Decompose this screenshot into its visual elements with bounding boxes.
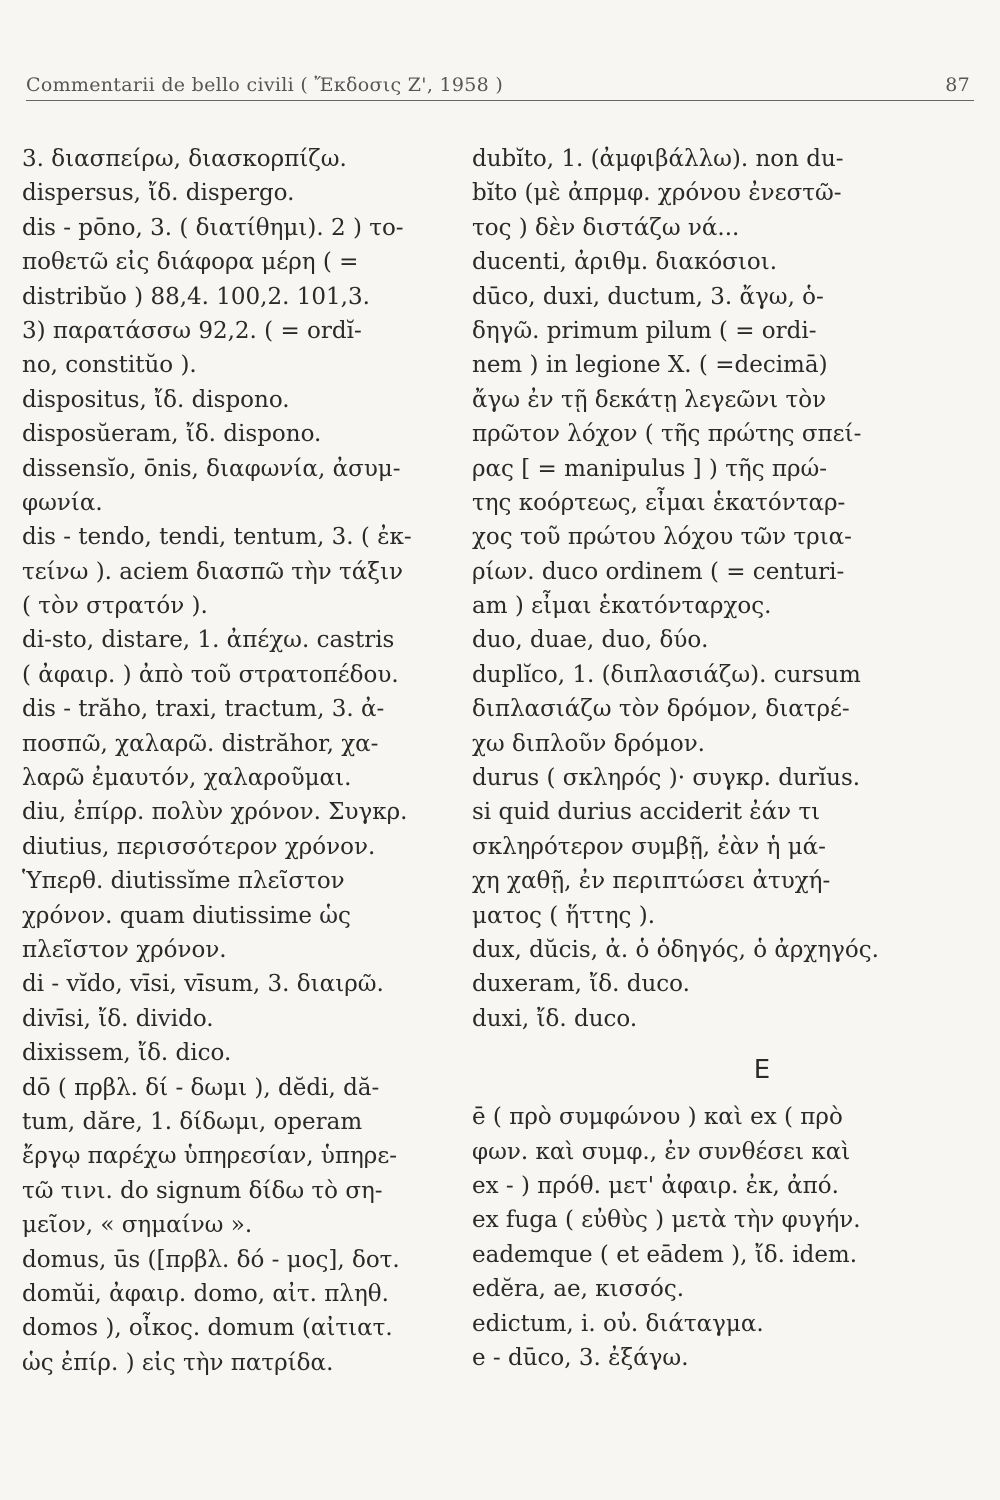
page-number: 87 — [945, 74, 970, 96]
entry-line: 3) παρατάσσω 92,2. ( = ordĭ- — [22, 317, 362, 344]
entry-line: σκληρότερον συμβῇ, ἐὰν ἡ μά- — [472, 833, 826, 860]
entry-line: dixissem, ἴδ. dico. — [22, 1040, 232, 1067]
entry-line: ( ἀφαιρ. ) ἀπὸ τοῦ στρατοπέδου. — [22, 661, 399, 688]
entry-line: distribŭo ) 88,4. 100,2. 101,3. — [22, 283, 370, 310]
entry-line: nem ) in legione X. ( =decimā) — [472, 352, 828, 379]
entry-line: no, constitŭo ). — [22, 352, 197, 379]
entry-line: ρίων. duco ordinem ( = centuri- — [472, 558, 845, 585]
right-column-top — [472, 142, 992, 1036]
entry-line: φων. καὶ συμφ., ἐν συνθέσει καὶ — [472, 1138, 851, 1165]
entry-line: λαρῶ ἐμαυτόν, χαλαροῦμαι. — [22, 765, 352, 792]
running-header — [26, 70, 976, 100]
right-column-bottom — [472, 1100, 992, 1375]
entry-line: δηγῶ. primum pilum ( = ordi- — [472, 317, 817, 344]
entry-line: domos ), οἶκος. domum (αἰτιατ. — [22, 1315, 393, 1342]
entry-line: durus ( σκληρός )· συγκρ. durĭus. — [472, 765, 861, 792]
entry-line: edĕra, ae, κισσός. — [472, 1276, 685, 1303]
entry-line: τείνω ). aciem διασπῶ τὴν τάξιν — [22, 558, 403, 585]
entry-line: duxi, ἴδ. duco. — [472, 1005, 638, 1032]
entry-line: dux, dŭcis, ἀ. ὁ ὁδηγός, ὁ ἀρχηγός. — [472, 936, 879, 963]
entry-line: μεῖον, « σημαίνω ». — [22, 1212, 253, 1239]
entry-line: τος ) δὲν διστάζω νά... — [472, 214, 740, 241]
entry-line: dispersus, ἴδ. dispergo. — [22, 180, 295, 207]
entry-line: ex fuga ( εὐθὺς ) μετὰ τὴν φυγήν. — [472, 1207, 861, 1234]
entry-line: διπλασιάζω τὸν δρόμον, διατρέ- — [472, 696, 850, 723]
entry-line: ὡς ἐπίρ. ) εἰς τὴν πατρίδα. — [22, 1349, 334, 1376]
entry-line: χρόνον. quam diutissime ὡς — [22, 902, 351, 929]
entry-line: diutius, περισσότερον χρόνον. — [22, 833, 376, 860]
entry-line: di - vĭdo, vīsi, vīsum, 3. διαιρῶ. — [22, 971, 384, 998]
entry-line: ducenti, ἀριθμ. διακόσιοι. — [472, 249, 778, 276]
entry-line: ποσπῶ, χαλαρῶ. distrăhor, χα- — [22, 730, 379, 757]
entry-line: ex - ) πρόθ. μετ' ἀφαιρ. ἐκ, ἀπό. — [472, 1172, 839, 1199]
entry-line: si quid durius acciderit ἐάν τι — [472, 799, 821, 826]
entry-line: divīsi, ἴδ. divido. — [22, 1005, 214, 1032]
entry-line: χω διπλοῦν δρόμον. — [472, 730, 705, 757]
entry-line: χη χαθῇ, ἐν περιπτώσει ἀτυχή- — [472, 868, 831, 895]
entry-line: duxeram, ἴδ. duco. — [472, 971, 690, 998]
entry-line: edictum, i. οὐ. διάταγμα. — [472, 1310, 764, 1337]
entry-line: ρας [ = manipulus ] ) τῆς πρώ- — [472, 455, 828, 482]
left-column — [22, 142, 462, 1380]
entry-line: domus, ūs ([πρβλ. δό - μος], δοτ. — [22, 1246, 400, 1273]
entry-line: bĭto (μὲ ἀπρμφ. χρόνου ἐνεστῶ- — [472, 180, 842, 207]
entry-line: ἔργῳ παρέχω ὑπηρεσίαν, ὑπηρε- — [22, 1143, 398, 1170]
entry-line: dis - pōno, 3. ( διατίθημι). 2 ) το- — [22, 214, 404, 241]
entry-line: di-sto, distare, 1. ἀπέχω. castris — [22, 627, 395, 654]
entry-line: e - dūco, 3. ἐξάγω. — [472, 1344, 689, 1371]
entry-line: ποθετῶ εἰς διάφορα μέρη ( = — [22, 249, 359, 276]
entry-line: χος τοῦ πρώτου λόχου τῶν τρια- — [472, 524, 852, 551]
entry-line: dō ( πρβλ. δί - δωμι ), dĕdi, dă- — [22, 1074, 380, 1101]
entry-line: ἄγω ἐν τῇ δεκάτῃ λεγεῶνι τὸν — [472, 386, 827, 413]
section-letter-heading: E — [753, 1055, 771, 1086]
header-title: Commentarii de bello civili ( Ἔκδοσις Ζ', 1958 ) — [26, 74, 504, 96]
entry-line: Ὑπερθ. diutissĭme πλεῖστον — [22, 868, 345, 895]
entry-line: τῶ τινι. do signum δίδω τὸ ση- — [22, 1177, 383, 1204]
entry-line: diu, ἐπίρρ. πολὺν χρόνον. Συγκρ. — [22, 799, 408, 826]
header-rule — [26, 100, 974, 101]
entry-line: am ) εἶμαι ἑκατόνταρχος. — [472, 593, 772, 620]
entry-line: ( τὸν στρατόν ). — [22, 593, 208, 620]
entry-line: dubĭto, 1. (ἀμφιβάλλω). non du- — [472, 146, 844, 172]
entry-line: πρῶτον λόχον ( τῆς πρώτης σπεί- — [472, 421, 862, 448]
entry-line: dissensĭo, ōnis, διαφωνία, ἀσυμ- — [22, 455, 401, 482]
entry-line: 3. διασπείρω, διασκορπίζω. — [22, 146, 347, 172]
entry-line: dispositus, ἴδ. dispono. — [22, 386, 290, 413]
entry-line: ē ( πρὸ συμφώνου ) καὶ ex ( πρὸ — [472, 1104, 843, 1131]
entry-line: eademque ( et eādem ), ἴδ. idem. — [472, 1241, 858, 1268]
entry-line: της κοόρτεως, εἶμαι ἑκατόνταρ- — [472, 489, 846, 516]
entry-line: φωνία. — [22, 489, 103, 516]
entry-line: duo, duae, duo, δύο. — [472, 627, 709, 654]
entry-line: disposŭeram, ἴδ. dispono. — [22, 421, 322, 448]
entry-line: dūco, duxi, ductum, 3. ἄγω, ὁ- — [472, 283, 824, 310]
right-column — [472, 142, 992, 1375]
entry-line: tum, dăre, 1. δίδωμι, operam — [22, 1108, 363, 1135]
entry-line: dis - trăho, traxi, tractum, 3. ἀ- — [22, 696, 385, 723]
entry-line: ματος ( ἥττης ). — [472, 902, 656, 929]
entry-line: duplĭco, 1. (διπλασιάζω). cursum — [472, 661, 861, 688]
entry-line: domŭi, ἀφαιρ. domo, αἰτ. πληθ. — [22, 1280, 389, 1307]
entry-line: πλεῖστον χρόνον. — [22, 936, 227, 963]
entry-line: dis - tendo, tendi, tentum, 3. ( ἐκ- — [22, 524, 412, 551]
